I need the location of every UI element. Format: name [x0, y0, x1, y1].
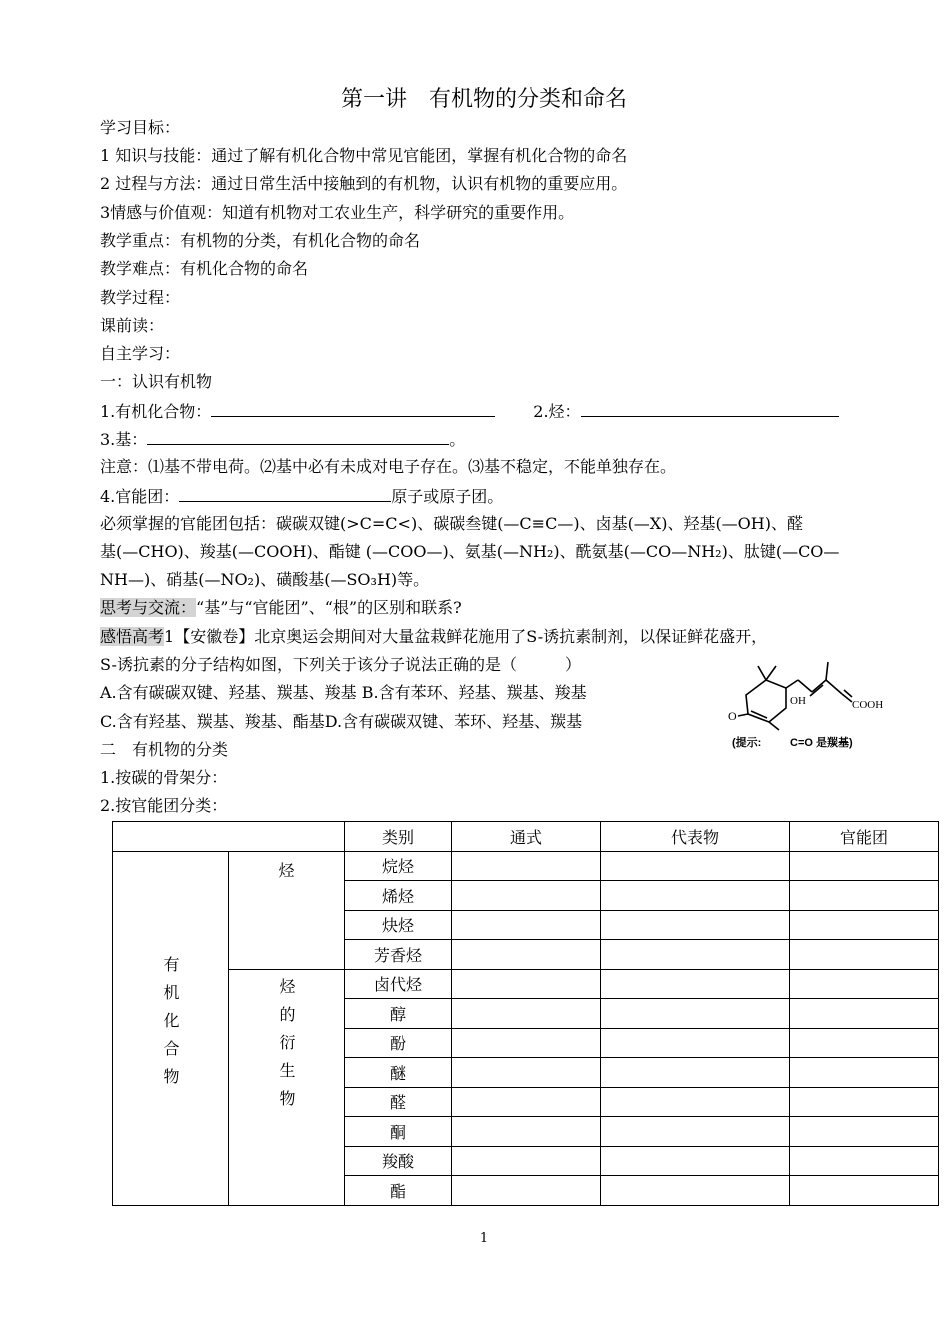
- functional-groups-list-1: 必须掌握的官能团包括：碳碳双键(>C=C<)、碳碳叁键(—C≡C—)、卤基(—X)、羟基(—OH)、醛: [100, 514, 803, 533]
- representative-cell[interactable]: [601, 1146, 790, 1176]
- functional-group-cell[interactable]: [790, 1146, 939, 1176]
- functional-group-cell[interactable]: [790, 1087, 939, 1117]
- think-and-discuss-label: 思考与交流：: [100, 598, 197, 617]
- row-label: 炔烃: [345, 910, 452, 940]
- representative-cell[interactable]: [601, 851, 790, 881]
- formula-cell[interactable]: [452, 999, 601, 1029]
- hydrocarbon-blank[interactable]: [581, 400, 839, 417]
- organic-compound-group-label: 有机化合物: [161, 956, 180, 1096]
- definition-organic-compound: [100, 400, 839, 422]
- formula-cell[interactable]: [452, 910, 601, 940]
- exam-options-cd: C.含有羟基、羰基、羧基、酯基D.含有碳碳双键、苯环、羟基、羰基: [100, 712, 583, 731]
- self-study: 自主学习：: [100, 344, 181, 363]
- header-empty-cell: [113, 822, 345, 852]
- radical-notes: 注意：⑴基不带电荷。⑵基中必有未成对电子存在。⑶基不稳定，不能单独存在。: [100, 457, 677, 476]
- formula-cell[interactable]: [452, 1117, 601, 1147]
- formula-cell[interactable]: [452, 881, 601, 911]
- functional-group-label: 4.官能团：: [100, 487, 180, 506]
- ketone-oxygen-label: O: [728, 709, 737, 723]
- functional-group-cell[interactable]: [790, 910, 939, 940]
- row-label: 醚: [345, 1058, 452, 1088]
- radical-label: 3.基：: [100, 430, 148, 449]
- exam-question-intro: [100, 627, 767, 647]
- exam-options-ab: A.含有碳碳双键、羟基、羰基、羧基 B.含有苯环、羟基、羰基、羧基: [100, 683, 587, 702]
- goal-knowledge: 1 知识与技能：通过了解有机化合物中常见官能团，掌握有机化合物的命名: [100, 146, 628, 165]
- carboxyl-label: COOH: [852, 699, 884, 711]
- header-representative: 代表物: [601, 822, 790, 852]
- row-label: 烯烃: [345, 881, 452, 911]
- goal-process: 2 过程与方法：通过日常生活中接触到的有机物，认识有机物的重要应用。: [100, 174, 628, 193]
- definition-radical: [100, 428, 465, 450]
- page-title: 第一讲 有机物的分类和命名: [340, 87, 627, 112]
- teaching-process: 教学过程：: [100, 288, 181, 307]
- hint-carbonyl-text: C=O 是羰基): [790, 737, 853, 749]
- functional-group-cell[interactable]: [790, 999, 939, 1029]
- functional-group-cell[interactable]: [790, 1028, 939, 1058]
- hint-label: (提示:: [732, 737, 762, 749]
- representative-cell[interactable]: [601, 940, 790, 970]
- formula-cell[interactable]: [452, 1028, 601, 1058]
- hydrocarbon-group-cell: [229, 851, 345, 969]
- exam-question-stem: S-诱抗素的分子结构如图，下列关于该分子说法正确的是（ ）: [100, 655, 581, 674]
- formula-cell[interactable]: [452, 1176, 601, 1206]
- functional-group-cell[interactable]: [790, 1117, 939, 1147]
- definition-functional-group: [100, 485, 503, 507]
- representative-cell[interactable]: [601, 999, 790, 1029]
- functional-groups-list-2: 基(—CHO)、羧基(—COOH)、酯键 (—COO—)、氨基(—NH₂)、酰氨基(—CO—NH₂)、肽键(—CO—: [100, 542, 840, 561]
- teaching-focus: 教学重点：有机物的分类，有机化合物的命名: [100, 231, 421, 250]
- organic-compound-group-cell: [113, 851, 229, 1205]
- row-label: 羧酸: [345, 1146, 452, 1176]
- teaching-difficulty: 教学难点：有机化合物的命名: [100, 259, 309, 278]
- formula-cell[interactable]: [452, 1087, 601, 1117]
- organic-compound-label: 1.有机化合物：: [100, 402, 212, 421]
- row-label: 烷烃: [345, 851, 452, 881]
- functional-group-suffix: 原子或原子团。: [391, 487, 504, 506]
- hydrocarbon-group-label: 烃: [278, 860, 295, 880]
- think-and-discuss-question: “基”与“官能团”、“根”的区别和联系?: [196, 598, 462, 617]
- formula-cell[interactable]: [452, 969, 601, 999]
- derivative-group-cell: [229, 969, 345, 1205]
- representative-cell[interactable]: [601, 910, 790, 940]
- functional-group-cell[interactable]: [790, 851, 939, 881]
- representative-cell[interactable]: [601, 1058, 790, 1088]
- pre-class-reading: 课前读：: [100, 316, 165, 335]
- table-row: [113, 851, 939, 881]
- radical-blank[interactable]: [147, 428, 449, 445]
- header-category: 类别: [345, 822, 452, 852]
- table-row: [113, 969, 939, 999]
- formula-cell[interactable]: [452, 851, 601, 881]
- classification-table: [112, 821, 939, 1206]
- representative-cell[interactable]: [601, 1117, 790, 1147]
- row-label: 酚: [345, 1028, 452, 1058]
- functional-groups-list-3: NH—)、硝基(—NO₂)、磺酸基(—SO₃H)等。: [100, 570, 430, 589]
- functional-group-blank[interactable]: [179, 485, 391, 502]
- functional-group-cell[interactable]: [790, 1058, 939, 1088]
- row-label: 酯: [345, 1176, 452, 1206]
- header-functional-group: 官能团: [790, 822, 939, 852]
- derivative-group-label: 烃的衍生物: [277, 977, 296, 1118]
- classification-by-skeleton: 1.按碳的骨架分：: [100, 768, 228, 787]
- exam-question-text: 1【安徽卷】北京奥运会期间对大量盆栽鲜花施用了S-诱抗素制剂，以保证鲜花盛开，: [164, 627, 768, 646]
- row-label: 醇: [345, 999, 452, 1029]
- formula-cell[interactable]: [452, 1058, 601, 1088]
- representative-cell[interactable]: [601, 881, 790, 911]
- row-label: 芳香烃: [345, 940, 452, 970]
- header-general-formula: 通式: [452, 822, 601, 852]
- functional-group-cell[interactable]: [790, 1176, 939, 1206]
- representative-cell[interactable]: [601, 1087, 790, 1117]
- organic-compound-blank[interactable]: [211, 400, 495, 417]
- classification-by-functional-group: 2.按官能团分类：: [100, 796, 228, 815]
- radical-period: 。: [449, 430, 466, 449]
- representative-cell[interactable]: [601, 1028, 790, 1058]
- exam-label: 感悟高考: [100, 627, 165, 646]
- functional-group-cell[interactable]: [790, 940, 939, 970]
- row-label: 醛: [345, 1087, 452, 1117]
- learning-goals-heading: 学习目标：: [100, 118, 181, 137]
- representative-cell[interactable]: [601, 1176, 790, 1206]
- row-label: 卤代烃: [345, 969, 452, 999]
- hydroxyl-label: OH: [790, 695, 806, 707]
- s-abscisic-acid-structure-figure: [724, 650, 884, 756]
- think-and-discuss: [100, 598, 462, 618]
- functional-group-cell[interactable]: [790, 969, 939, 999]
- table-header-row: [113, 822, 939, 852]
- representative-cell[interactable]: [601, 969, 790, 999]
- page-number: 1: [479, 1231, 489, 1246]
- hydrocarbon-label: 2.烃：: [533, 402, 581, 421]
- formula-cell[interactable]: [452, 1146, 601, 1176]
- goal-values: 3情感与价值观：知道有机物对工农业生产，科学研究的重要作用。: [100, 203, 575, 222]
- row-label: 酮: [345, 1117, 452, 1147]
- formula-cell[interactable]: [452, 940, 601, 970]
- section-one-heading: 一：认识有机物: [100, 372, 213, 391]
- functional-group-cell[interactable]: [790, 881, 939, 911]
- section-two-heading: 二 有机物的分类: [100, 740, 229, 759]
